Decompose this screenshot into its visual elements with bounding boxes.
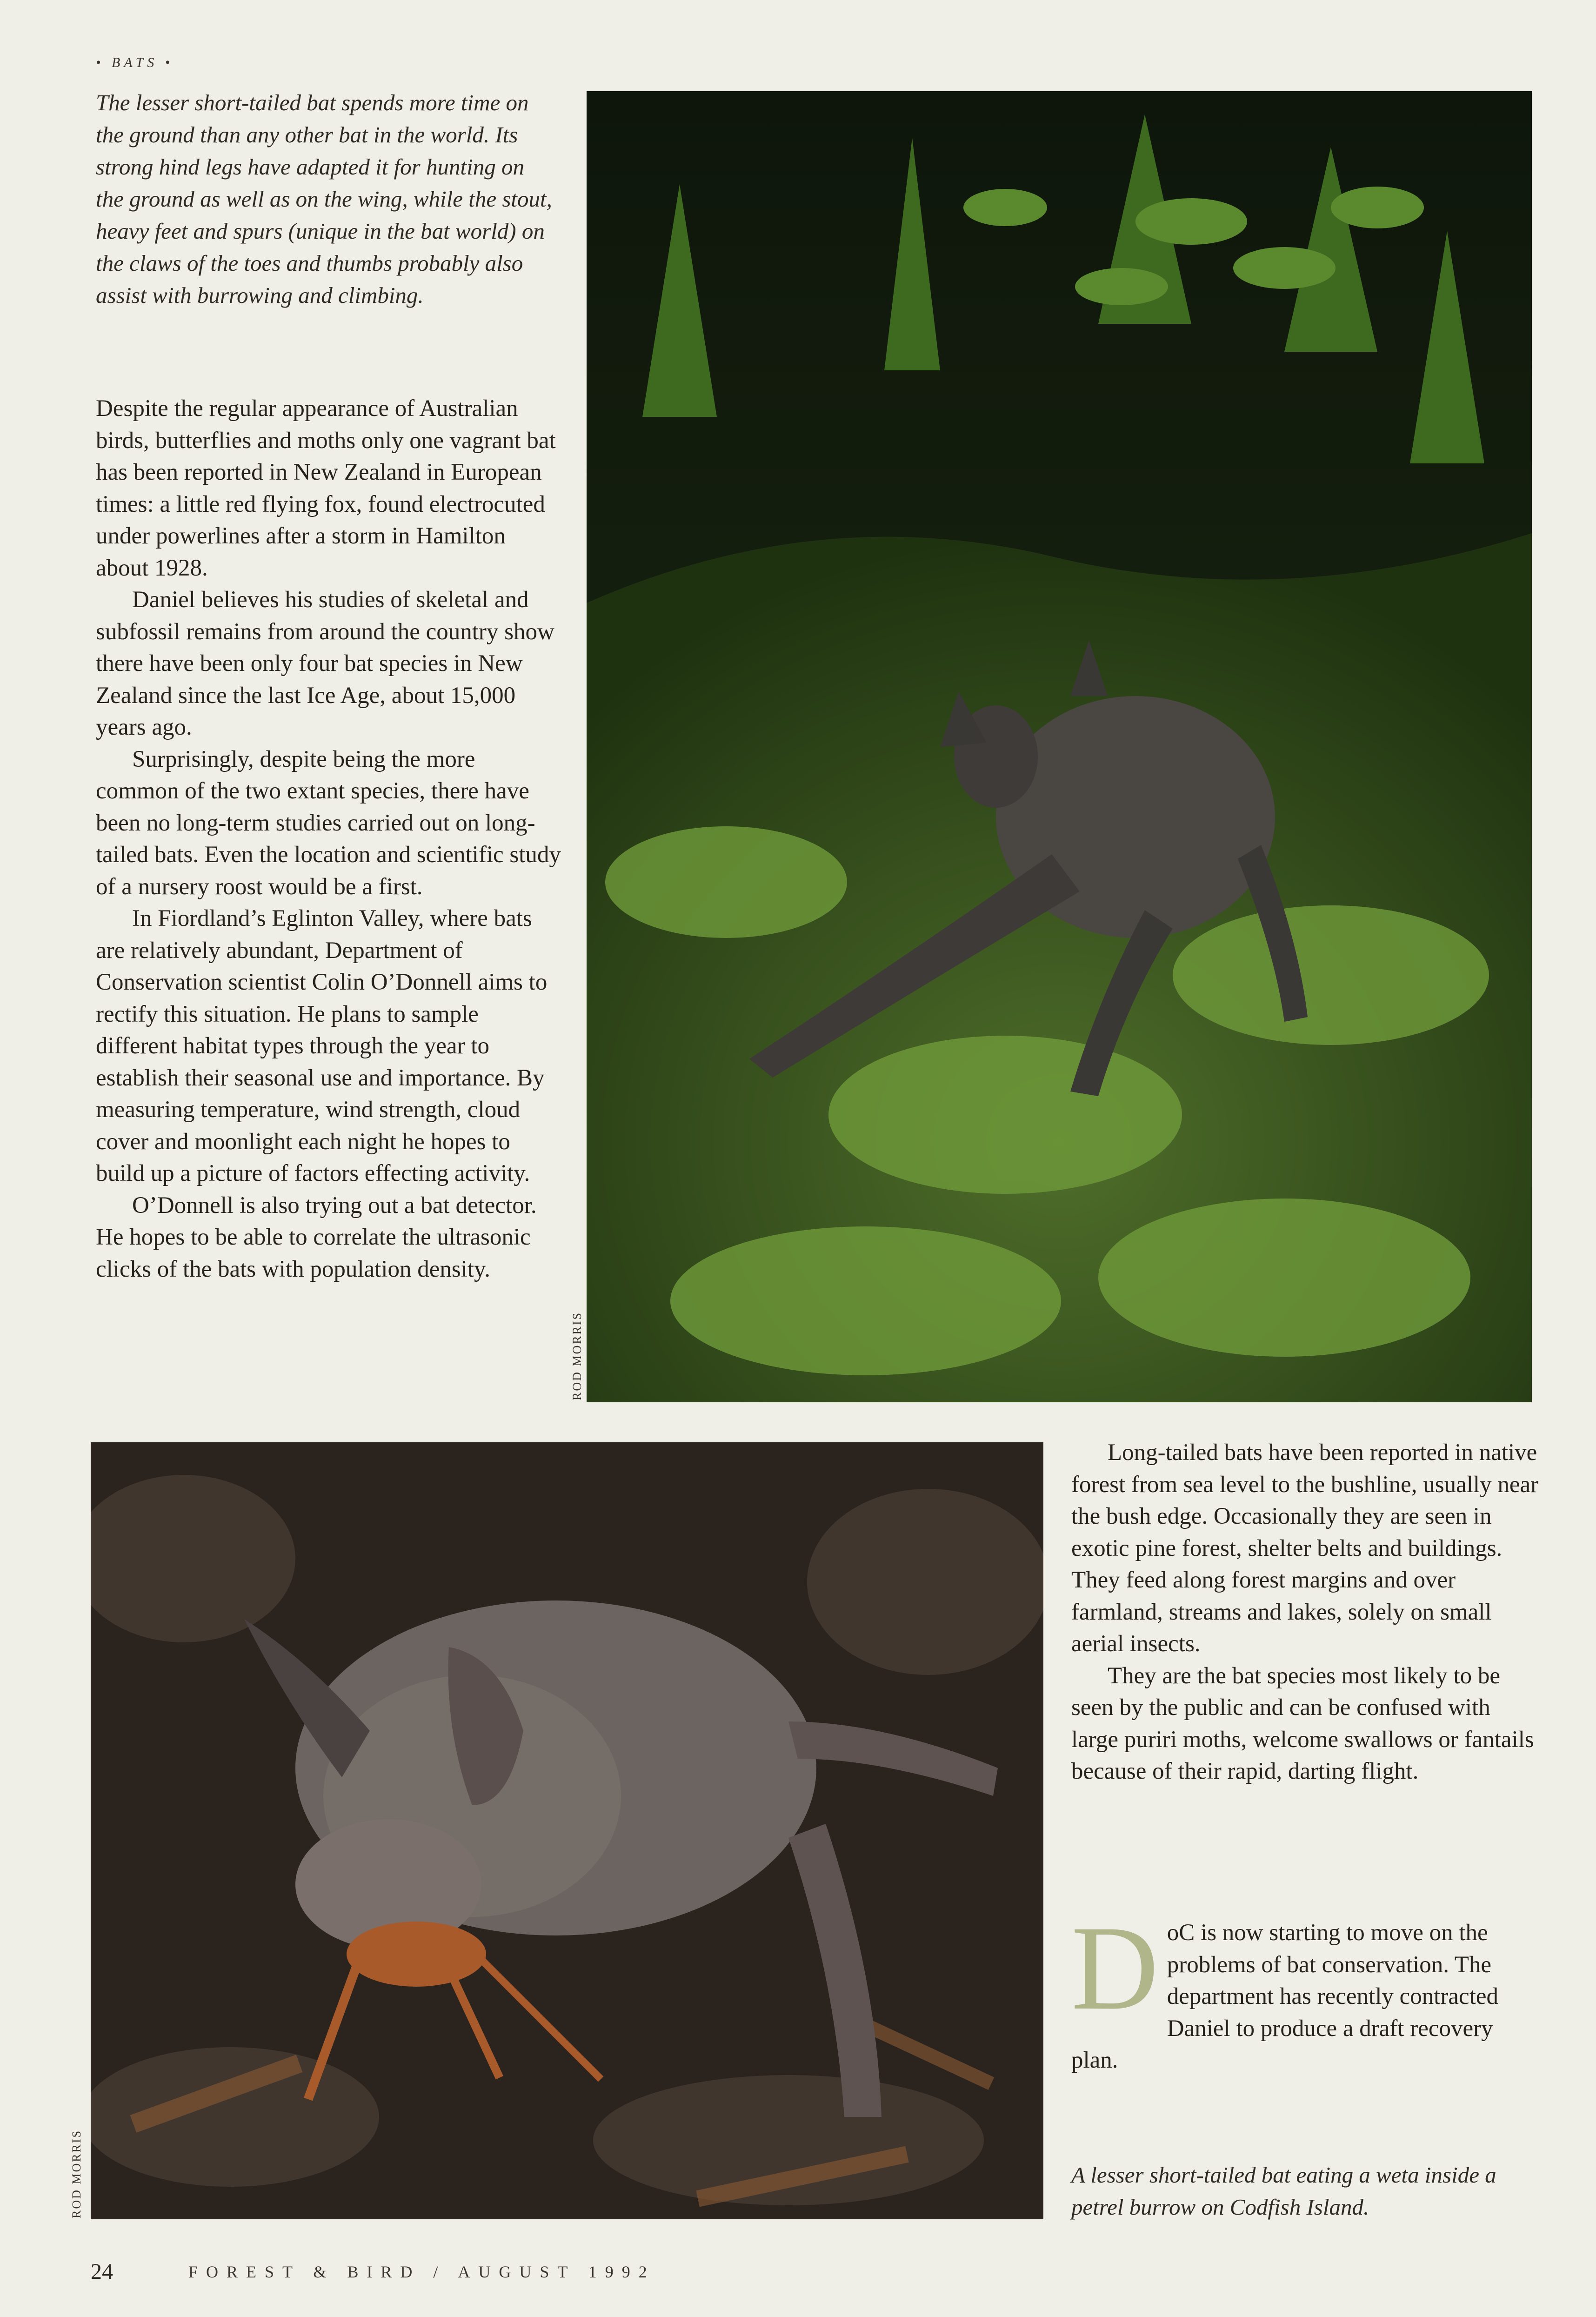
page-number: 24 xyxy=(91,2259,113,2284)
paragraph: Daniel believes his studies of skeletal and subfossil remains from around the country show there have been only four bat species in New Zealand since the last Ice Age, about 15,000 years ago. xyxy=(96,587,554,740)
bat-eating-weta-photo xyxy=(91,1442,1043,2219)
drop-cap: D xyxy=(1071,1901,1159,2035)
dropcap-paragraph-text: oC is now starting to move on the problems of bat conservation. The department has recently contracted Daniel to produce a draft recovery plan. xyxy=(1071,1920,1498,2073)
paragraph: In Fiordland’s Eglinton Valley, where bats are relatively abundant, Department of Conservation scientist Colin O’Donnell aims to rectify this situation. He plans to sample different habitat types through the year to establish their seasonal use and importance. By measuring temperature, wind strength, cloud cover and moonlight each night he hopes to build up a picture of factors effecting activity. xyxy=(96,905,548,1186)
top-photo-caption: The lesser short-tailed bat spends more time on the ground than any other bat in the world. Its strong hind legs have adapted it for hunting on the ground as well as on the wing, while the stout, heavy feet and spurs (unique in the bat world) on the claws of the toes and thumbs probably also assist with burrowing and climbing. xyxy=(96,90,552,308)
bat-eating-weta-image xyxy=(91,1442,1043,2219)
magazine-footer: FOREST & BIRD / AUGUST 1992 xyxy=(188,2263,655,2281)
bottom-photo-caption: A lesser short-tailed bat eating a weta inside a petrel burrow on Codfish Island. xyxy=(1071,2162,1496,2220)
bat-on-moss-image xyxy=(587,91,1532,1402)
left-article-column xyxy=(96,393,561,1285)
right-article-column xyxy=(1071,1437,1541,1788)
paragraph: Long-tailed bats have been reported in native forest from sea level to the bushline, usually near the bush edge. Occasionally they are seen in exotic pine forest, shelter belts and buildings. They feed along forest margins and over farmland, streams and lakes, solely on small aerial insects. xyxy=(1071,1440,1539,1657)
dropcap-paragraph xyxy=(1071,1901,1541,2076)
photo-credit: ROD MORRIS xyxy=(70,2129,83,2218)
paragraph: O’Donnell is also trying out a bat detector. He hopes to be able to correlate the ultrasonic clicks of the bats with population density. xyxy=(96,1192,537,1282)
photo-credit: ROD MORRIS xyxy=(570,1311,584,1400)
paragraph: Surprisingly, despite being the more common of the two extant species, there have been no long-term studies carried out on long-tailed bats. Even the location and scientific study of a nursery roost would be a first. xyxy=(96,746,561,900)
section-tag: • BATS • xyxy=(96,55,174,70)
bat-on-moss-photo xyxy=(587,91,1532,1402)
paragraph: They are the bat species most likely to be seen by the public and can be confused with large puriri moths, welcome swallows or fantails because of their rapid, darting flight. xyxy=(1071,1662,1534,1784)
paragraph: Despite the regular appearance of Australian birds, butterflies and moths only one vagrant bat has been reported in New Zealand in European times: a little red flying fox, found electrocuted under powerlines after a storm in Hamilton about 1928. xyxy=(96,395,556,581)
